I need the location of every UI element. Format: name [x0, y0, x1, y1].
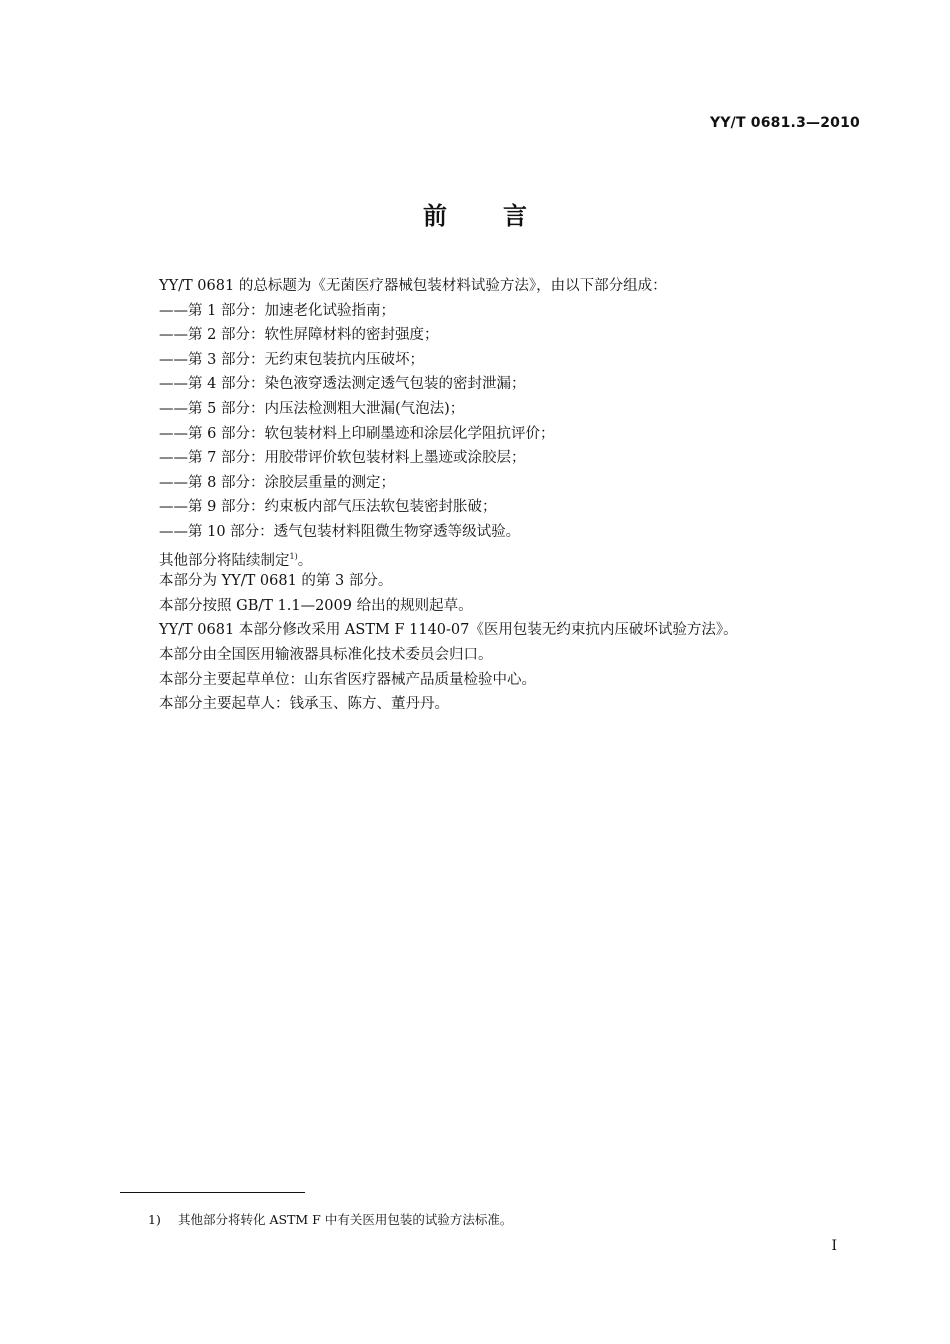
part-list-item: ——第 4 部分：染色液穿透法测定透气包装的密封泄漏； [159, 376, 526, 393]
foreword-body [159, 274, 859, 717]
part-list-item: ——第 9 部分：约束板内部气压法软包装密封胀破； [159, 499, 497, 516]
line-end: 。 [297, 552, 313, 569]
part-list-item: ——第 5 部分：内压法检测粗大泄漏(气泡法)； [159, 400, 465, 417]
body-paragraph: 本部分为 YY/T 0681 的第 3 部分。 [159, 573, 393, 590]
intro-line: YY/T 0681 的总标题为《无菌医疗器械包装材料试验方法》，由以下部分组成： [159, 278, 667, 294]
part-list-item: ——第 3 部分：无约束包装抗内压破坏； [159, 351, 424, 368]
page-title: 前言 [423, 202, 583, 230]
body-paragraph: 本部分由全国医用输液器具标准化技术委员会归口。 [159, 646, 493, 663]
footnote [148, 1210, 512, 1228]
footnote-divider [120, 1192, 305, 1193]
body-paragraph: 本部分按照 GB/T 1.1—2009 给出的规则起草。 [159, 597, 473, 614]
body-paragraph: 本部分主要起草单位：山东省医疗器械产品质量检验中心。 [159, 671, 536, 688]
body-paragraph: YY/T 0681 本部分修改采用 ASTM F 1140-07《医用包装无约束抗内压破坏试验方法》。 [159, 622, 738, 639]
part-list-item: ——第 1 部分：加速老化试验指南； [159, 302, 395, 319]
footnote-reference[interactable]: 1) [289, 551, 298, 561]
body-paragraph: 本部分主要起草人：钱承玉、陈方、董丹丹。 [159, 696, 449, 713]
other-parts-line [159, 545, 859, 570]
part-list-item: ——第 10 部分：透气包装材料阻微生物穿透等级试验。 [159, 523, 521, 540]
part-list-item: ——第 8 部分：涂胶层重量的测定； [159, 474, 395, 491]
standard-number: YY/T 0681.3—2010 [709, 115, 860, 131]
part-list-item: ——第 2 部分：软性屏障材料的密封强度； [159, 327, 439, 344]
part-list-item: ——第 7 部分：用胶带评价软包装材料上墨迹或涂胶层； [159, 450, 526, 467]
part-list-item: ——第 6 部分：软包装材料上印刷墨迹和涂层化学阻抗评价； [159, 425, 555, 442]
page-number: I [831, 1238, 837, 1254]
footnote-text: 其他部分将转化 ASTM F 中有关医用包装的试验方法标准。 [178, 1212, 513, 1227]
footnote-marker: 1) [148, 1212, 161, 1227]
other-parts-text: 其他部分将陆续制定 [159, 552, 290, 569]
